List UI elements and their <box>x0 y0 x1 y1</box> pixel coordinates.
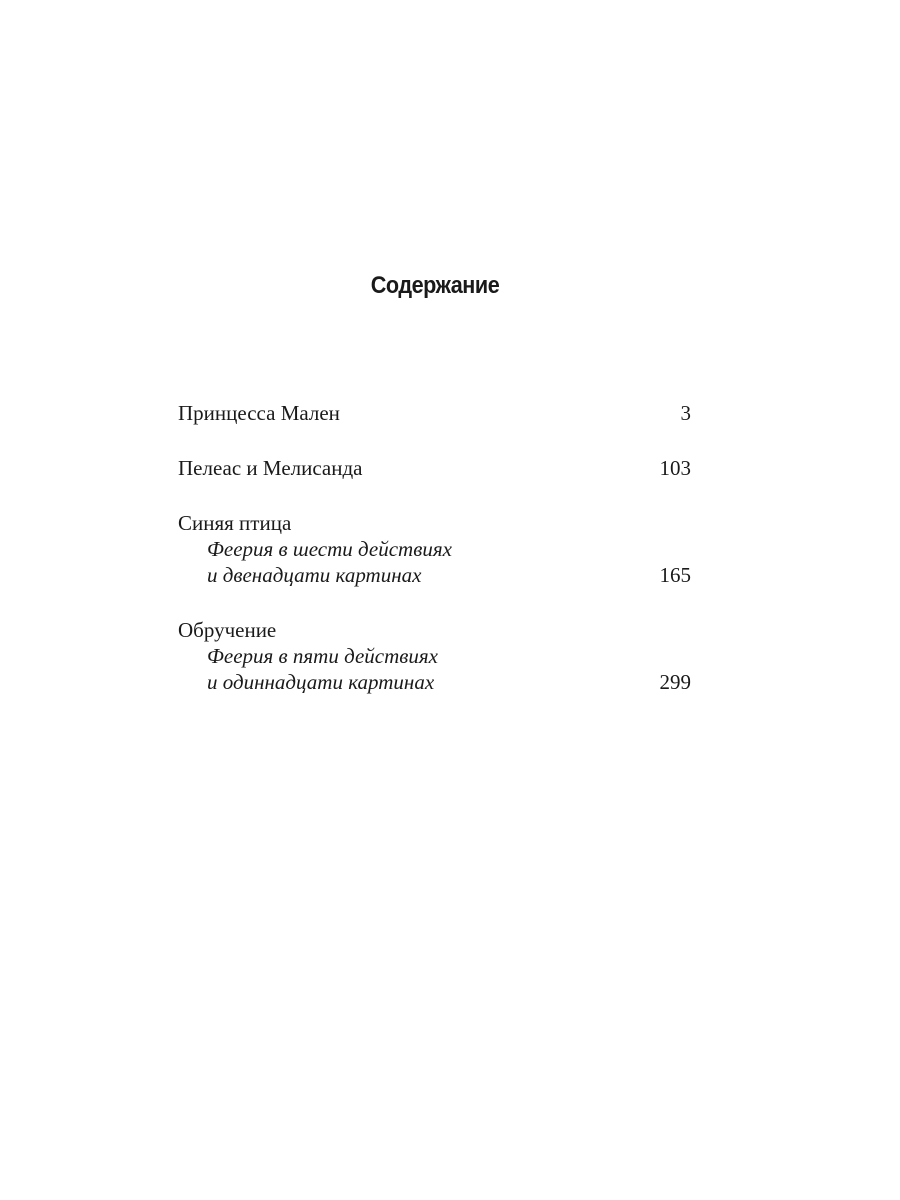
toc-entry-line <box>178 617 691 643</box>
toc-entry <box>178 617 691 695</box>
toc-page-number: 3 <box>680 401 691 425</box>
table-of-contents <box>178 400 691 695</box>
toc-entry-title: Принцесса Мален <box>178 401 340 425</box>
toc-entry-subtitle: и одиннадцати картинах <box>207 670 435 694</box>
toc-entry-subtitle-line <box>178 643 691 669</box>
toc-entry-title: Пелеас и Мелисанда <box>178 456 363 480</box>
toc-entry-subtitle: Феерия в пяти действиях <box>207 644 438 668</box>
toc-entry-subtitle-line <box>178 669 691 695</box>
toc-page-number: 299 <box>659 670 691 694</box>
toc-entry-subtitle: Феерия в шести действиях <box>207 537 452 561</box>
toc-entry <box>178 510 691 588</box>
toc-entry-line <box>178 400 691 426</box>
toc-page-number: 103 <box>659 456 691 480</box>
toc-entry-title: Синяя птица <box>178 511 292 535</box>
toc-entry-line <box>178 455 691 481</box>
toc-entry-line <box>178 510 691 536</box>
page-title: Содержание <box>370 272 500 299</box>
toc-entry <box>178 400 691 426</box>
toc-entry-subtitle: и двенадцати картинах <box>207 563 422 587</box>
toc-entry-subtitle-line <box>178 562 691 588</box>
toc-entry-title: Обручение <box>178 618 277 642</box>
toc-entry-subtitle-line <box>178 536 691 562</box>
toc-entry <box>178 455 691 481</box>
toc-page-number: 165 <box>659 563 691 587</box>
